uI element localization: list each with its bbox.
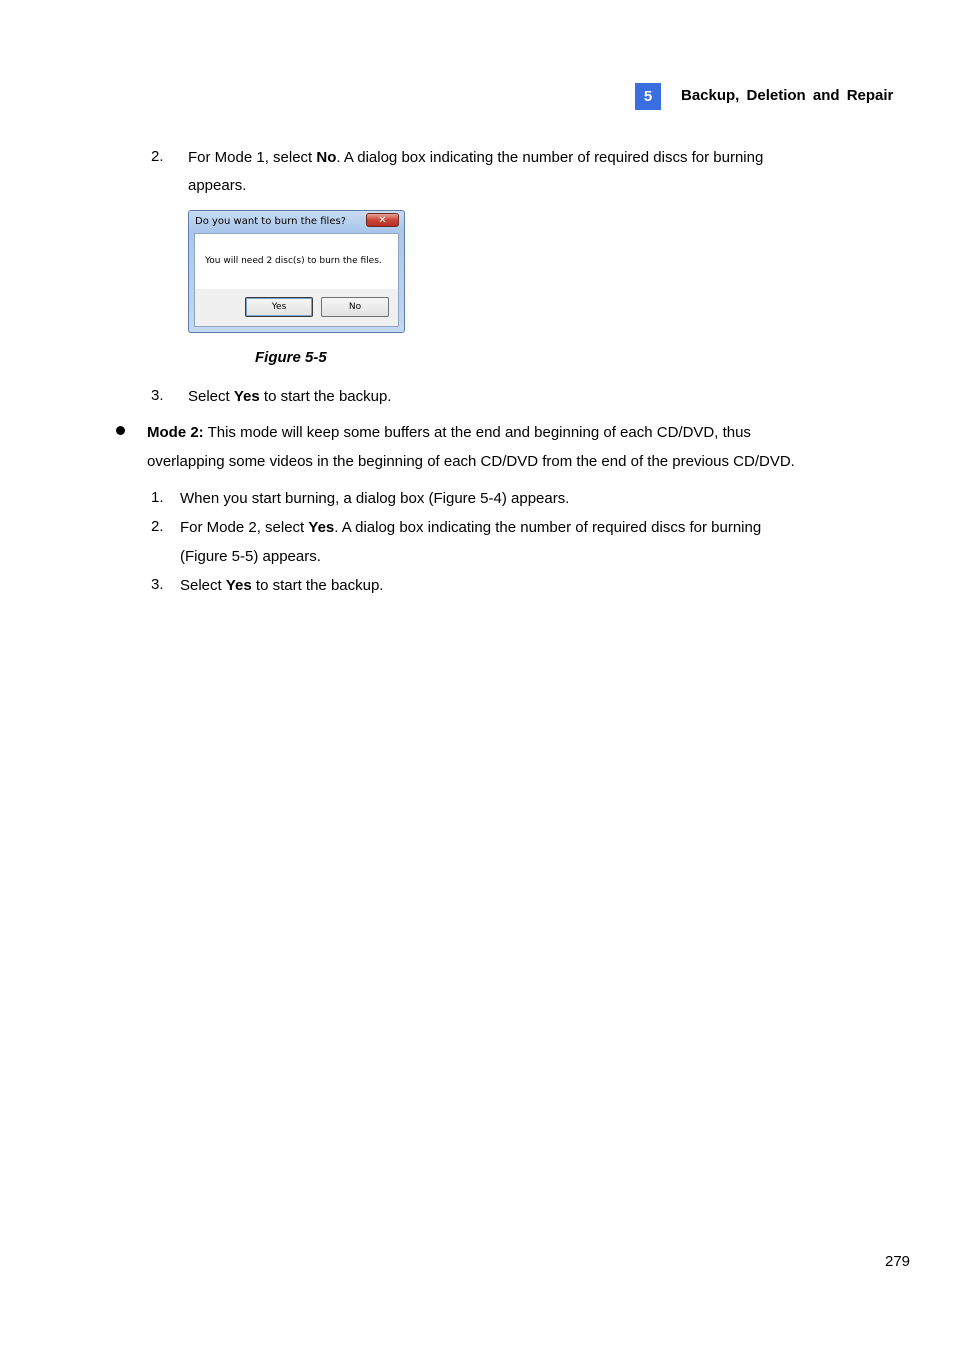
step-text: For Mode 2, select Yes. A dialog box indicating the number of required discs for burning xyxy=(180,519,762,536)
burn-confirm-dialog xyxy=(188,210,405,333)
step-number: 2. xyxy=(151,148,164,165)
step-text: Select Yes to start the backup. xyxy=(180,577,384,594)
step-text: For Mode 1, select No. A dialog box indicating the number of required discs for burning xyxy=(188,149,764,166)
step-number: 3. xyxy=(151,576,164,593)
bullet-icon xyxy=(116,426,125,435)
yes-button[interactable]: Yes xyxy=(245,297,313,317)
step-text: Select Yes to start the backup. xyxy=(188,388,392,405)
step-text: When you start burning, a dialog box (Figure 5-4) appears. xyxy=(180,490,570,507)
chapter-title: Backup, Deletion and Repair xyxy=(681,87,894,104)
step-text-continued: appears. xyxy=(188,177,247,194)
no-button[interactable]: No xyxy=(321,297,389,317)
dialog-body xyxy=(194,233,399,327)
dialog-title: Do you want to burn the files? xyxy=(195,216,346,227)
step-number: 3. xyxy=(151,387,164,404)
page-number: 279 xyxy=(885,1253,911,1270)
step-number: 1. xyxy=(151,489,164,506)
figure-caption: Figure 5-5 xyxy=(255,349,327,366)
mode2-description: Mode 2: This mode will keep some buffers at the end and beginning of each CD/DVD, thus xyxy=(147,424,751,441)
close-icon[interactable]: ✕ xyxy=(366,213,399,227)
mode2-description-continued: overlapping some videos in the beginning of each CD/DVD from the end of the previous CD/DVD. xyxy=(147,453,795,470)
step-number: 2. xyxy=(151,518,164,535)
step-text-continued: (Figure 5-5) appears. xyxy=(180,548,321,565)
dialog-message: You will need 2 disc(s) to burn the files. xyxy=(205,256,382,266)
dialog-button-bar xyxy=(195,289,398,326)
chapter-number-badge: 5 xyxy=(635,83,661,110)
